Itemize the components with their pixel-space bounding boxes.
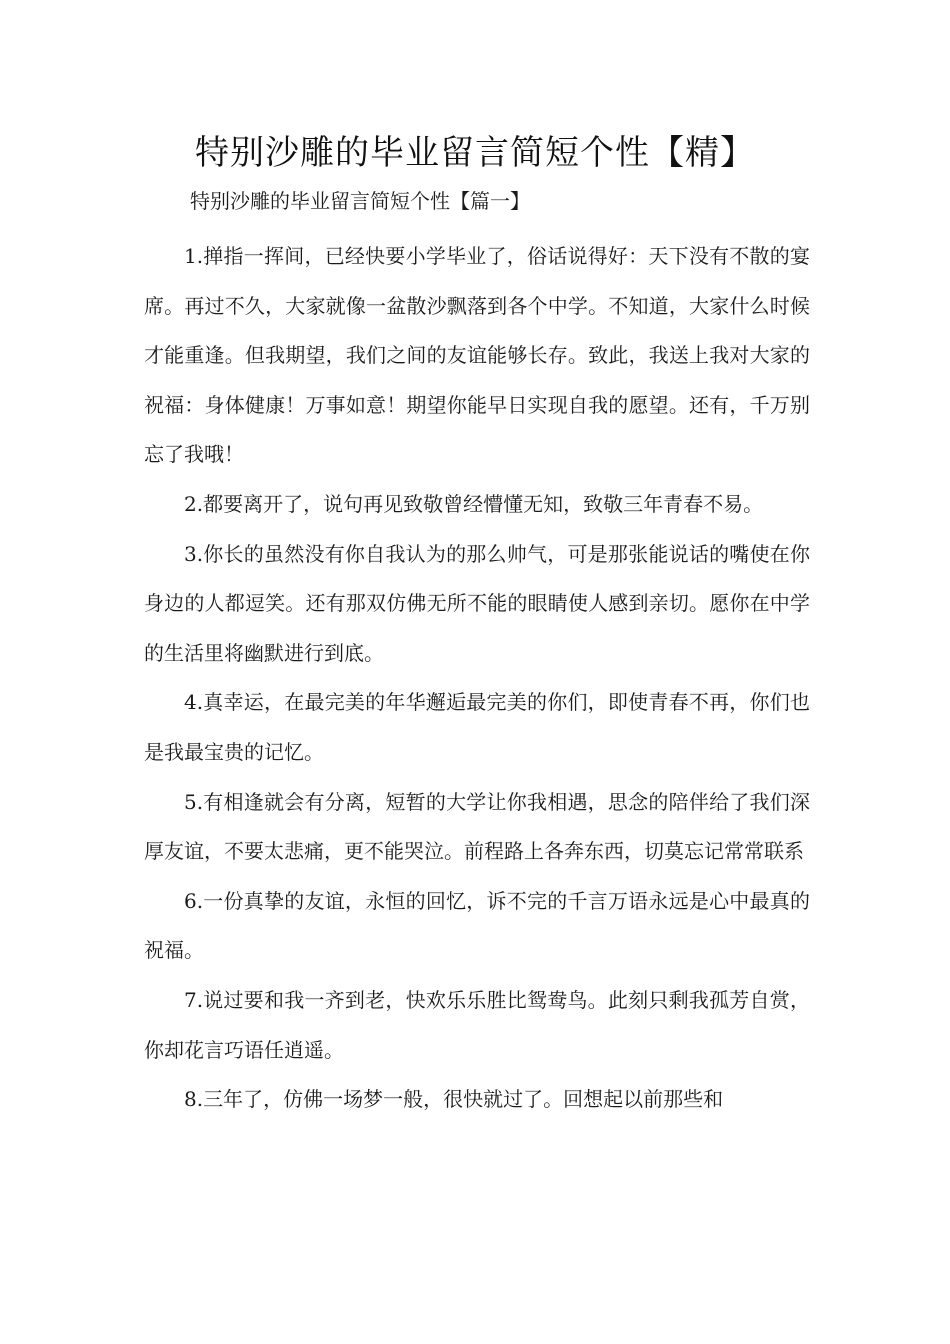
paragraph-4: 4.真幸运，在最完美的年华邂逅最完美的你们，即使青春不再，你们也是我最宝贵的记忆。 [144,690,810,764]
document-body [144,232,810,1125]
paragraph-6: 6.一份真挚的友谊，永恒的回忆，诉不完的千言万语永远是心中最真的祝福。 [144,888,810,963]
paragraph-5: 5.有相逢就会有分离，短暂的大学让你我相遇，思念的陪伴给了我们深厚友谊，不要太悲痛，更不能哭泣。前程路上各奔东西，切莫忘记常常联系 [144,789,810,864]
paragraph-8: 8.三年了，仿佛一场梦一般，很快就过了。回想起以前那些和 [184,1087,724,1112]
paragraph-1: 1.掸指一挥间，已经快要小学毕业了，俗话说得好：天下没有不散的宴席。再过不久，大家就像一盆散沙飘落到各个中学。不知道，大家什么时候才能重逢。但我期望，我们之间的友谊能够长存。致此，我送上我对大家的祝福：身体健康！万事如意！期望你能早日实现自我的愿望。还有，千万别忘了我哦！ [144,244,810,467]
document-title: 特别沙雕的毕业留言简短个性【精】 [195,133,755,173]
paragraph-2: 2.都要离开了，说句再见致敬曾经懵懂无知，致敬三年青春不易。 [184,491,764,516]
paragraph-3: 3.你长的虽然没有你自我认为的那么帅气，可是那张能说话的嘴使在你身边的人都逗笑。还有那双仿佛无所不能的眼睛使人感到亲切。愿你在中学的生活里将幽默进行到底。 [144,541,810,665]
paragraph-7: 7.说过要和我一齐到老，快欢乐乐胜比鸳鸯鸟。此刻只剩我孤芳自赏，你却花言巧语任逍遥。 [144,987,810,1062]
section-heading: 特别沙雕的毕业留言简短个性【篇一】 [190,189,530,213]
